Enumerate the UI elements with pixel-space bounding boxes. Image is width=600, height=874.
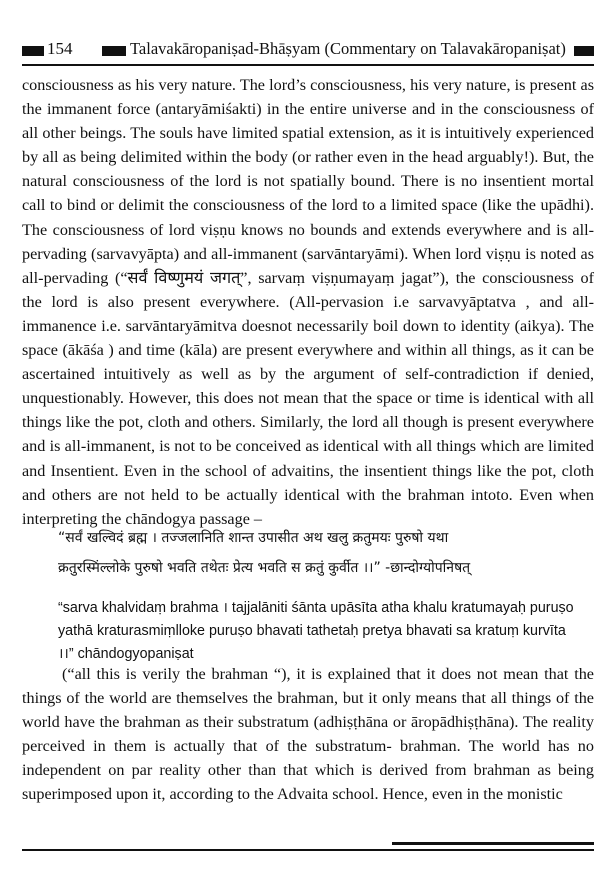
running-title: Talavakāropaniṣad-Bhāṣyam (Commentary on Talavakāropaniṣat) [130, 39, 566, 58]
body-paragraph-1: consciousness as his very nature. The lord’s consciousness, his very nature, is present as the immanent force (antaryāmiśakti) in the entire universe and in the consciousness of all other beings. The souls have limited spatial extension, as it is intuitively experienced by all as being delimited within the body (or rather even in the head arguably!). But, the natural consciousness of the lord is not spatially bound. There is no insentient mortal call to bind or delimit the consciousness of the lord to a limited space (like the upādhi). The consciousness of lord viṣṇu knows no bounds and extends everywhere and is all-pervading (sarvavyāpta) and all-immanent (sarvāntaryāmi). When lord viṣṇu is noted as all-pervading (“सर्वं विष्णुमयं जगत्”, sarvaṃ viṣṇumayaṃ jagat”), the consciousness of the lord is also present everywhere. (All-pervasion i.e sarvavyāptatva , and all-immanence i.e. sarvāntaryāmitva doesnot necessarily boil down to identity (aikya). The space (ākāśa ) and time (kāla) are present everywhere and within all things, as it can be ascertained intuitively as well as by the argument of self-contradiction if denied, unquestionably. However, this does not mean that the space or time is identical with all things like the pot, cloth and others. Similarly, the lord all though is present everywhere and is all-immanent, is not to be conceived as identical with all things which are limited and Insentient. Even in the school of advaitins, the insentient things like the pot, cloth and others are not held to be actually identical with the brahman intoto. Even when interpreting the chāndogya passage – [22, 76, 594, 528]
footer-rule-short [392, 842, 594, 845]
running-header [22, 38, 594, 62]
header-rule [22, 64, 594, 66]
transliteration-block: “sarva khalvidaṃ brahma । tajjalāniti śānta upāsīta atha khalu kratumayaḥ puruṣo yathā kraturasmiṃlloke puruṣo bhavati tathetaḥ pretya bhavati sa kratuṃ kurvīta ।।” chāndogyopaniṣat [58, 600, 574, 662]
header-bar-left [22, 46, 44, 56]
body-paragraph-2 [22, 662, 594, 807]
page-number: 154 [47, 39, 73, 58]
body-paragraph-2-text: (“all this is verily the brahman “), it is explained that it does not mean that the things of the world are themselves the brahman, but it only means that all things of the world have the brahman as their substratum (adhiṣṭhāna or āropādhiṣṭhāna). The reality perceived in them is actually that of the substratum- brahman. The world has no independent on par reality other than that which is derived from brahman as being superimposed upon it, according to the Advaita school. Hence, even in the monistic [22, 665, 594, 804]
sanskrit-quote-line-1: “सर्वं खल्विदं ब्रह्म । तज्जलानिति शान्त उपासीत अथ खलु क्रतुमयः पुरुषो यथा [58, 530, 449, 546]
footer-rule-long [22, 849, 594, 851]
header-bar-middle [102, 46, 126, 56]
header-bar-right [574, 46, 594, 56]
sanskrit-quote-line-2: क्रतुरस्मिंल्लोके पुरुषो भवति तथेतः प्रेत्य भवति स क्रतुं कुर्वीत ।।” -छान्दोग्योपनिषत् [58, 560, 471, 576]
